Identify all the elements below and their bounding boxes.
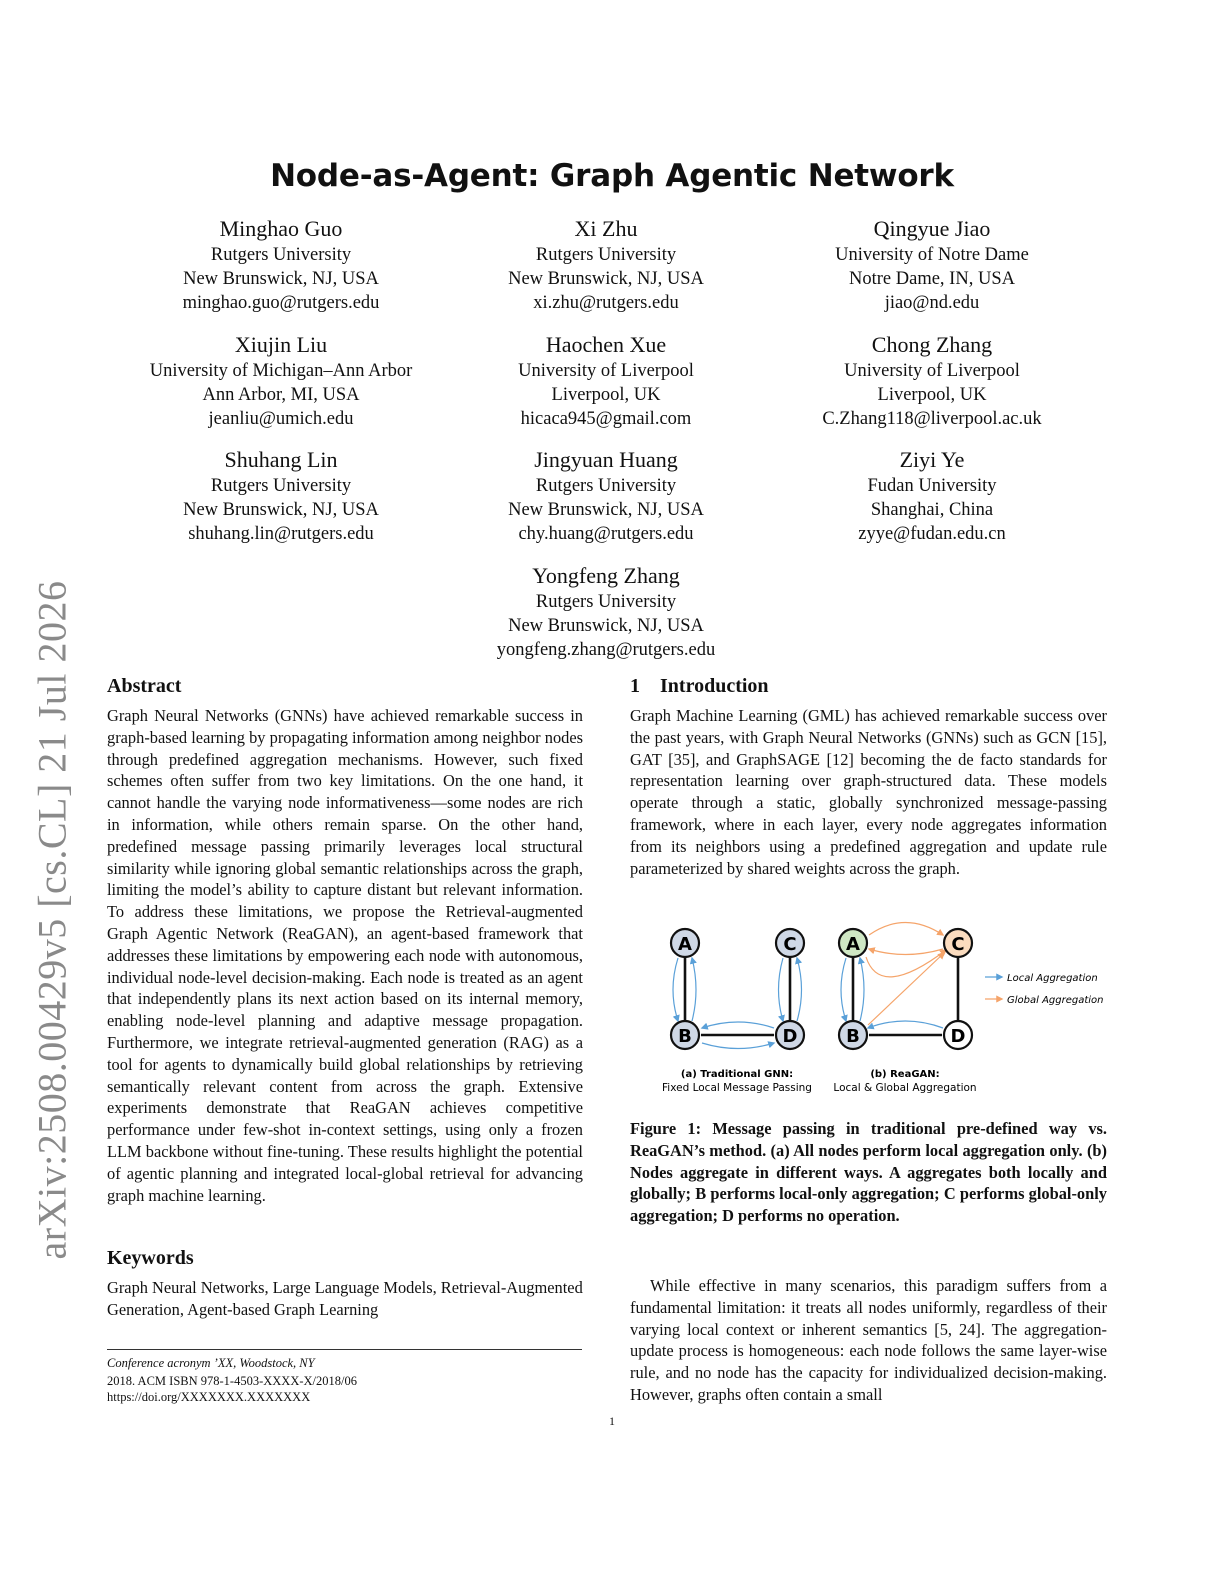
author-affiliation: Fudan University [867, 476, 997, 496]
figure-legend [985, 973, 1104, 1006]
author-block [767, 446, 1097, 546]
abstract-text: Graph Neural Networks (GNNs) have achieved remarkable success in graph-based learning by propagating information among neighbor nodes through predefined aggregation mechanisms. However, such fixed schemes often suffer from two key limitations. On the one hand, it cannot handle the varying node informativeness—some nodes are rich in information, while others remain sparse. On the other hand, predefined message passing primarily leverages local structural similarity while ignoring global semantic relationships across the graph, limiting the model’s ability to capture distant but relevant information. To address these limitations, we propose the Retrieval-augmented Graph Agentic Network (ReaGAN), an agent-based framework that addresses these limitations by empowering each node with autonomous, individual node-level decision-making. Each node is treated as an agent that independently plans its next action based on its internal memory, enabling node-level planning and adaptive message propagation. Furthermore, we integrate retrieval-augmented generation (RAG) as a tool for agents to dynamically build global relationships by retrieving semantically relevant content from across the graph. Extensive experiments demonstrate that ReaGAN achieves competitive performance under few-shot in-context settings, using only a frozen LLM backbone without fine-tuning. These results highlight the potential of agentic planning and integrated local-global retrieval for advancing graph machine learning. [107, 706, 583, 1205]
figure-1-caption: Figure 1: Message passing in traditional pre-defined way vs. ReaGAN’s method. (a) All nodes perform local aggregation only. (b) Nodes aggregate in different ways. A aggregates both locally and globally; B performs local-only aggregation; C performs global-only aggregation; D performs no operation. [630, 1119, 1107, 1226]
author-affiliation: University of Liverpool [844, 361, 1020, 381]
author-block [441, 446, 771, 546]
subfigure-a-title: (a) Traditional GNN: [680, 1069, 794, 1080]
author-location: Liverpool, UK [877, 385, 987, 405]
author-name: Jingyuan Huang [534, 447, 678, 472]
node-b-reagan [839, 1021, 867, 1049]
author-email[interactable]: xi.zhu@rutgers.edu [533, 293, 679, 313]
author-email[interactable]: yongfeng.zhang@rutgers.edu [496, 640, 716, 660]
legend-local-label: Local Aggregation [1007, 973, 1098, 984]
author-block [441, 562, 771, 662]
author-block [441, 331, 771, 431]
arxiv-stamp-text: arXiv:2508.00429v5 [cs.CL] 21 Jul 2026 [29, 580, 75, 1260]
svg-text:C: C [951, 934, 965, 955]
author-block [441, 215, 771, 315]
author-name: Minghao Guo [219, 216, 343, 241]
author-block [116, 331, 446, 431]
author-email[interactable]: shuhang.lin@rutgers.edu [188, 524, 374, 544]
svg-text:B: B [846, 1026, 860, 1047]
keywords-text: Graph Neural Networks, Large Language Models, Retrieval-Augmented Generation, Agent-based Graph Learning [107, 1278, 583, 1319]
author-affiliation: University of Liverpool [518, 361, 694, 381]
subfigure-b-title: (b) ReaGAN: [870, 1069, 940, 1080]
author-email[interactable]: hicaca945@gmail.com [520, 409, 692, 429]
footnote-venue: Conference acronym ’XX, Woodstock, NY [107, 1356, 315, 1370]
node-a [671, 929, 699, 957]
author-email[interactable]: jeanliu@umich.edu [208, 409, 354, 429]
author-affiliation: University of Michigan–Ann Arbor [149, 361, 413, 381]
author-email[interactable]: minghao.guo@rutgers.edu [182, 293, 380, 313]
keywords-heading: Keywords [107, 1247, 194, 1269]
author-affiliation: University of Notre Dame [835, 245, 1029, 265]
author-name: Yongfeng Zhang [532, 563, 680, 588]
author-name: Ziyi Ye [899, 447, 965, 472]
author-location: New Brunswick, NJ, USA [508, 269, 704, 289]
author-block [116, 446, 446, 546]
author-name: Haochen Xue [545, 332, 667, 357]
legend-global-label: Global Aggregation [1007, 995, 1104, 1006]
node-c-reagan [944, 929, 972, 957]
svg-text:D: D [782, 1026, 798, 1047]
paper-title: Node-as-Agent: Graph Agentic Network [270, 158, 954, 194]
author-affiliation: Rutgers University [535, 245, 677, 265]
author-location: New Brunswick, NJ, USA [508, 500, 704, 520]
svg-text:A: A [846, 934, 860, 955]
node-d [776, 1021, 804, 1049]
author-name: Xiujin Liu [234, 332, 328, 357]
author-location: Shanghai, China [870, 500, 994, 520]
svg-text:A: A [678, 934, 692, 955]
arxiv-identifier-stamp [22, 580, 82, 1260]
author-affiliation: Rutgers University [210, 245, 352, 265]
footnote-isbn: 2018. ACM ISBN 978-1-4503-XXXX-X/2018/06 [107, 1374, 357, 1388]
author-location: Liverpool, UK [551, 385, 661, 405]
author-name: Chong Zhang [871, 332, 993, 357]
author-name: Xi Zhu [574, 216, 638, 241]
svg-text:D: D [950, 1026, 966, 1047]
author-location: New Brunswick, NJ, USA [183, 269, 379, 289]
introduction-paragraph: Graph Machine Learning (GML) has achieved remarkable success over the past years, with Graph Neural Networks (GNNs) such as GCN [15], GAT [35], and GraphSAGE [12] becoming the de facto standards for representation learning over graph-structured data. These models operate through a static, globally synchronized message-passing framework, where in each layer, every node aggregates information from its neighbors using a predefined aggregation and update rule parameterized by shared weights across the graph. [630, 706, 1107, 878]
author-affiliation: Rutgers University [535, 476, 677, 496]
author-email[interactable]: zyye@fudan.edu.cn [858, 524, 1006, 544]
author-name: Qingyue Jiao [873, 216, 991, 241]
node-c [776, 929, 804, 957]
author-location: Notre Dame, IN, USA [849, 269, 1015, 289]
introduction-heading: 1 Introduction [630, 675, 769, 697]
introduction-paragraph-2: While effective in many scenarios, this paradigm suffers from a fundamental limitation: it treats all nodes uniformly, regardless of their varying local context or inherent semantics [5, 24]. The aggregation-update process is homogeneous: each node follows the same layer-wise rule, and no node has the capacity for individualized decision-making. However, graphs often contain a small [630, 1276, 1107, 1404]
node-a-reagan [839, 929, 867, 957]
svg-text:C: C [783, 934, 797, 955]
node-d-reagan [944, 1021, 972, 1049]
author-email[interactable]: jiao@nd.edu [884, 293, 980, 313]
author-email[interactable]: C.Zhang118@liverpool.ac.uk [822, 409, 1042, 429]
author-block [767, 215, 1097, 315]
author-name: Shuhang Lin [224, 447, 338, 472]
author-email[interactable]: chy.huang@rutgers.edu [518, 524, 694, 544]
author-affiliation: Rutgers University [210, 476, 352, 496]
node-b [671, 1021, 699, 1049]
page-number: 1 [609, 1414, 615, 1428]
author-block [767, 331, 1097, 431]
subfigure-a-desc: Fixed Local Message Passing [662, 1082, 812, 1094]
author-location: Ann Arbor, MI, USA [202, 385, 360, 405]
abstract-heading: Abstract [107, 675, 182, 697]
author-block [116, 215, 446, 315]
author-location: New Brunswick, NJ, USA [508, 616, 704, 636]
footnote-divider [107, 1349, 582, 1350]
svg-text:B: B [678, 1026, 692, 1047]
footnote-doi[interactable]: https://doi.org/XXXXXXX.XXXXXXX [107, 1390, 311, 1404]
author-location: New Brunswick, NJ, USA [183, 500, 379, 520]
figure-1-diagram [640, 900, 1110, 1100]
subfigure-b-desc: Local & Global Aggregation [833, 1082, 977, 1094]
author-affiliation: Rutgers University [535, 592, 677, 612]
